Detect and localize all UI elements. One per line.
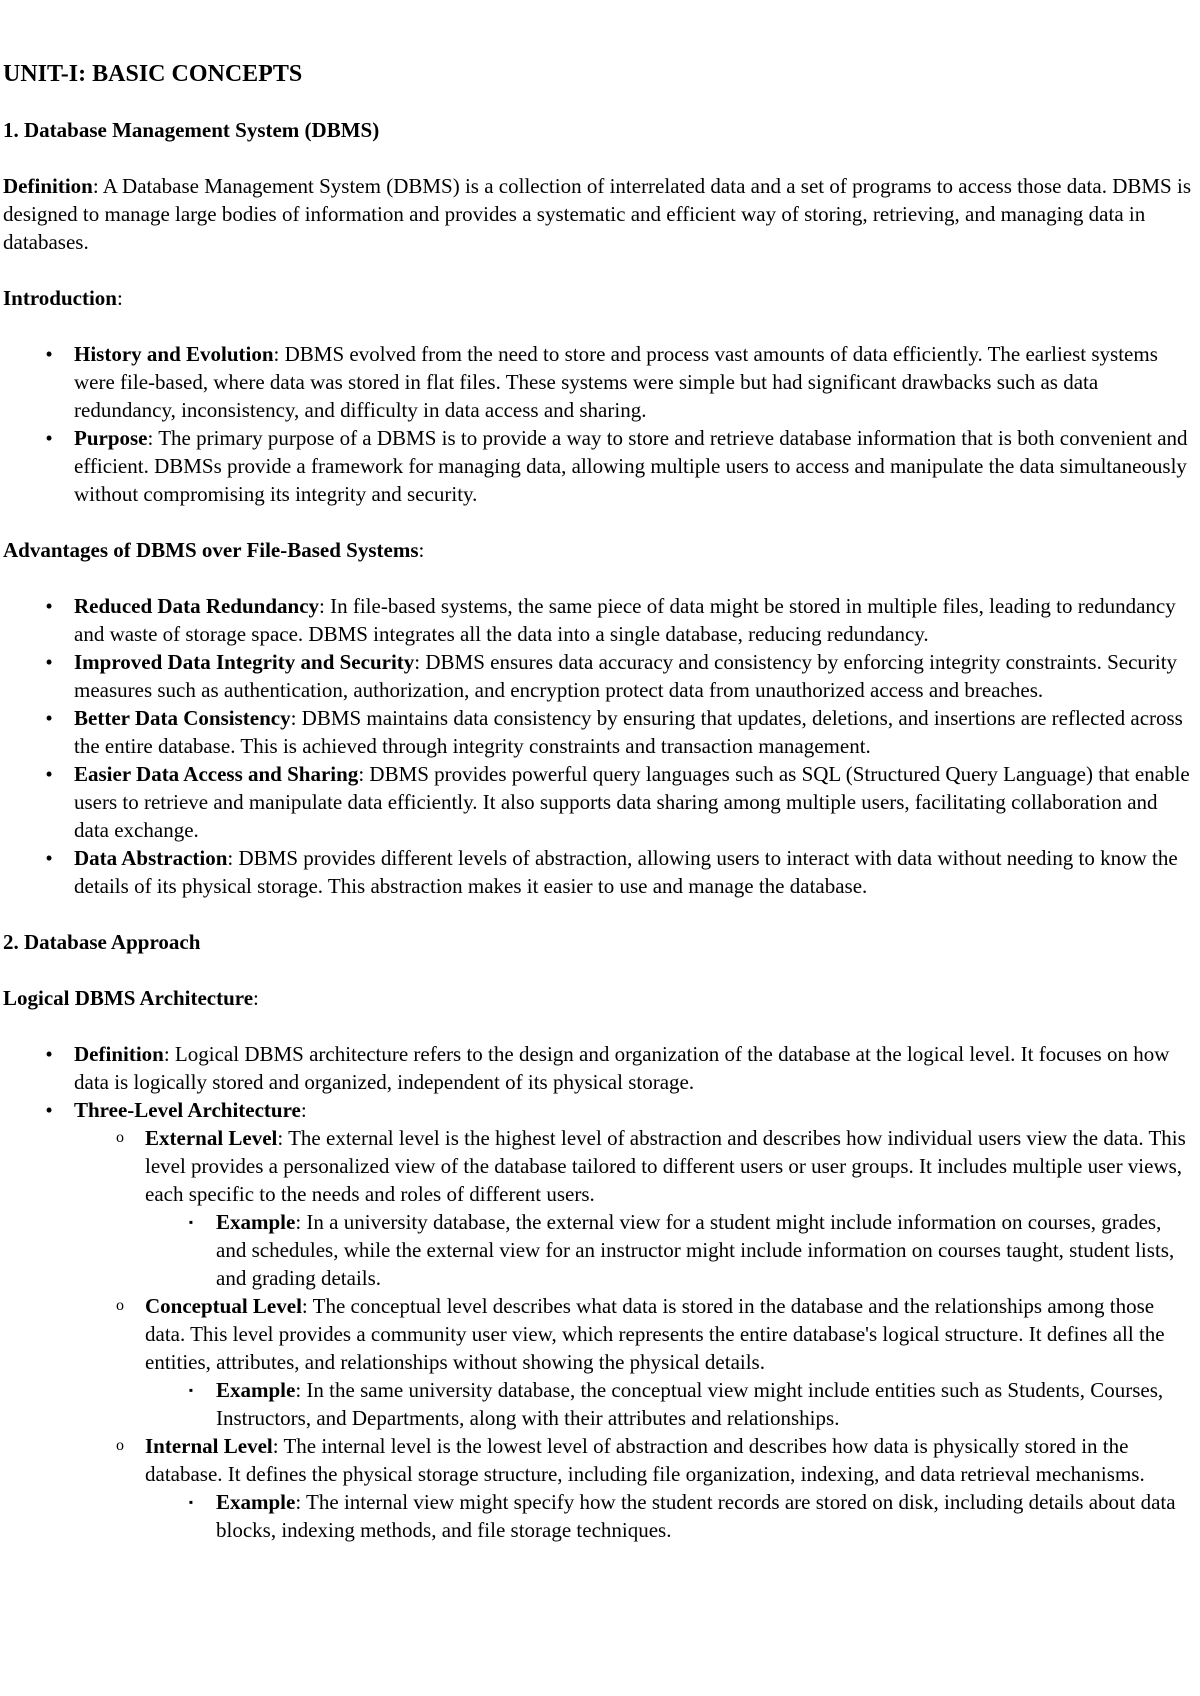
item-label: Definition <box>74 1042 164 1066</box>
item-text: : DBMS provides different levels of abstraction, allowing users to interact with data without needing to know the details of its physical storage. This abstraction makes it easier to use and manage the database. <box>74 846 1178 898</box>
list-item <box>3 1096 1195 1544</box>
bullet-icon: • <box>45 1042 53 1066</box>
square-bullet-icon: ▪ <box>188 1383 194 1397</box>
example-list <box>145 1376 1195 1432</box>
item-text: : In file-based systems, the same piece of data might be stored in multiple files, leading to redundancy and waste of storage space. DBMS integrates all the data into a single database, reducing redundancy. <box>74 594 1176 646</box>
bullet-icon: • <box>45 706 53 730</box>
item-text: : In a university database, the external view for a student might include information on courses, grades, and schedules, while the external view for an instructor might include information on courses taught, student lists, and grading details. <box>216 1210 1175 1290</box>
circle-bullet-icon: o <box>116 1129 124 1146</box>
list-item <box>3 760 1195 844</box>
bullet-icon: • <box>45 846 53 870</box>
list-item <box>74 1292 1195 1432</box>
item-text: : DBMS ensures data accuracy and consistency by enforcing integrity constraints. Security measures such as authentication, authorization, and encryption protect data from unauthorized access and breaches. <box>74 650 1178 702</box>
item-text: : DBMS evolved from the need to store and process vast amounts of data efficiently. The earliest systems were file-based, where data was stored in flat files. These systems were simple but had significant drawbacks such as data redundancy, inconsistency, and difficulty in data access and sharing. <box>74 342 1158 422</box>
list-item <box>3 424 1195 508</box>
bullet-icon: • <box>45 342 53 366</box>
item-text: : The internal level is the lowest level of abstraction and describes how data is physically stored in the database. It defines the physical storage structure, including file organization, indexing, and data retrieval mechanisms. <box>145 1434 1145 1486</box>
section-heading-database-approach: 2. Database Approach <box>3 930 201 954</box>
list-item <box>3 592 1195 648</box>
architecture-list <box>3 1040 1195 1544</box>
item-label: History and Evolution <box>74 342 274 366</box>
document-page <box>3 56 1195 1572</box>
definition-text: : A Database Management System (DBMS) is a collection of interrelated data and a set of programs to access those data. DBMS is designed to manage large bodies of information and provides a systematic and efficient way of storing, retrieving, and managing data in databases. <box>3 174 1191 254</box>
list-item <box>3 844 1195 900</box>
colon: : <box>253 986 259 1010</box>
bullet-icon: • <box>45 594 53 618</box>
item-label: Internal Level <box>145 1434 273 1458</box>
item-label: Conceptual Level <box>145 1294 302 1318</box>
list-item <box>3 340 1195 424</box>
colon: : <box>116 286 123 310</box>
item-label: Purpose <box>74 426 148 450</box>
bullet-icon: • <box>45 762 53 786</box>
item-text: : <box>300 1098 307 1122</box>
list-item <box>145 1376 1195 1432</box>
unit-title: UNIT-I: BASIC CONCEPTS <box>3 61 303 87</box>
list-item <box>145 1488 1195 1544</box>
item-label: Three-Level Architecture <box>74 1098 301 1122</box>
item-label: Example <box>216 1490 296 1514</box>
item-text: : In the same university database, the conceptual view might include entities such as Students, Courses, Instructors, and Departments, along with their attributes and relationships. <box>216 1378 1164 1430</box>
architecture-label-paragraph <box>3 984 1195 1012</box>
item-label: Easier Data Access and Sharing <box>74 762 359 786</box>
colon: : <box>418 538 425 562</box>
item-text: : The external level is the highest level of abstraction and describes how individual users view the data. This level provides a personalized view of the database tailored to different users or user groups. It includes multiple user views, each specific to the needs and roles of different users. <box>145 1126 1186 1206</box>
item-label: External Level <box>145 1126 278 1150</box>
introduction-label-paragraph <box>3 284 1195 312</box>
item-label: Example <box>216 1210 296 1234</box>
definition-label: Definition <box>3 174 93 198</box>
introduction-list <box>3 340 1195 508</box>
levels-list <box>74 1124 1195 1544</box>
bullet-icon: • <box>45 650 53 674</box>
circle-bullet-icon: o <box>116 1297 124 1314</box>
item-text: : Logical DBMS architecture refers to the design and organization of the database at the logical level. It focuses on how data is logically stored and organized, independent of its physical storage. <box>74 1042 1170 1094</box>
list-item <box>3 704 1195 760</box>
item-text: : The internal view might specify how the student records are stored on disk, including details about data blocks, indexing methods, and file storage techniques. <box>216 1490 1176 1542</box>
dbms-definition-paragraph <box>3 172 1195 256</box>
list-item <box>74 1124 1195 1292</box>
bullet-icon: • <box>45 1098 53 1122</box>
advantages-label-paragraph <box>3 536 1195 564</box>
item-text: : DBMS maintains data consistency by ensuring that updates, deletions, and insertions are reflected across the entire database. This is achieved through integrity constraints and transaction management. <box>74 706 1183 758</box>
list-item <box>145 1208 1195 1292</box>
example-list <box>145 1208 1195 1292</box>
architecture-label: Logical DBMS Architecture <box>3 986 254 1010</box>
square-bullet-icon: ▪ <box>188 1495 194 1509</box>
square-bullet-icon: ▪ <box>188 1215 194 1229</box>
bullet-icon: • <box>45 426 53 450</box>
list-item <box>74 1432 1195 1544</box>
item-label: Improved Data Integrity and Security <box>74 650 415 674</box>
advantages-label: Advantages of DBMS over File-Based Systems <box>3 538 419 562</box>
item-label: Example <box>216 1378 296 1402</box>
example-list <box>145 1488 1195 1544</box>
list-item <box>3 1040 1195 1096</box>
introduction-label: Introduction <box>3 286 117 310</box>
item-label: Data Abstraction <box>74 846 228 870</box>
item-label: Reduced Data Redundancy <box>74 594 320 618</box>
advantages-list <box>3 592 1195 900</box>
item-text: : DBMS provides powerful query languages such as SQL (Structured Query Language) that enable users to retrieve and manipulate data efficiently. It also supports data sharing among multiple users, facilitating collaboration and data exchange. <box>74 762 1190 842</box>
circle-bullet-icon: o <box>116 1437 124 1454</box>
item-text: : The conceptual level describes what data is stored in the database and the relationships among those data. This level provides a community user view, which represents the entire database's logical structure. It defines all the entities, attributes, and relationships without showing the physical details. <box>145 1294 1165 1374</box>
list-item <box>3 648 1195 704</box>
section-heading-dbms: 1. Database Management System (DBMS) <box>3 118 380 142</box>
item-text: : The primary purpose of a DBMS is to provide a way to store and retrieve database information that is both convenient and efficient. DBMSs provide a framework for managing data, allowing multiple users to access and manipulate the data simultaneously without compromising its integrity and security. <box>74 426 1188 506</box>
item-label: Better Data Consistency <box>74 706 291 730</box>
